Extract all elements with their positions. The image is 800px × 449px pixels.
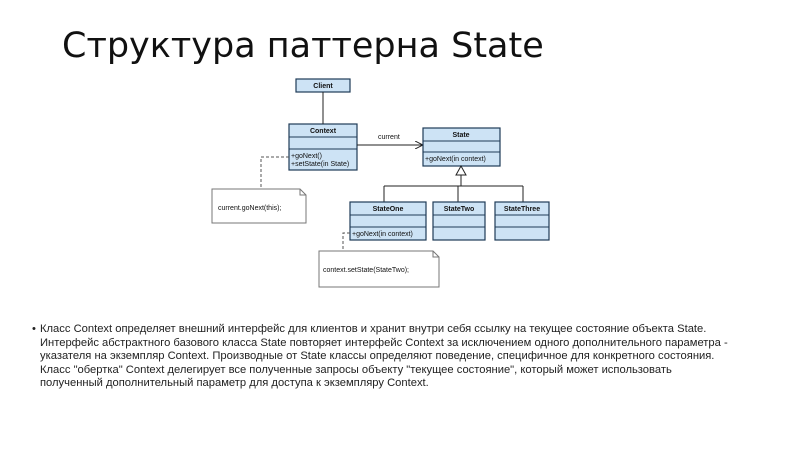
state-class-name: State	[452, 132, 470, 139]
statethree-class	[495, 202, 549, 240]
statethree-class-name: StateThree	[503, 206, 541, 213]
note1-text: current.goNext(this);	[218, 205, 282, 212]
stateone-class	[350, 202, 426, 240]
stateone-op-gonext: +goNext(in context)	[352, 231, 413, 238]
note-stateone-gonext	[319, 233, 439, 287]
description-text: Класс Context определяет внешний интерфейс для клиентов и хранит внутри себя ссылку на текущее состояние объекта State. Интерфейс абстрактного базового класса State повторяет интерфейс Context за исключением одного дополнительного параметра - указателя на экземпляр Context. Производные от State классы определяют поведение, специфичное для конкретного состояния. Класс "обертка" Context делегирует все полученные запросы объекту "текущее состояние", который может использовать полученный дополнительный параметр для доступа к экземпляру Context.	[40, 323, 728, 389]
statetwo-class	[433, 202, 485, 240]
client-class	[296, 79, 350, 92]
bullet-mark: •	[32, 323, 36, 335]
state-class	[423, 128, 500, 166]
state-op-gonext: +goNext(in context)	[425, 156, 486, 163]
association-label: current	[378, 134, 400, 141]
inheritance-tree	[384, 166, 523, 202]
context-class-name: Context	[309, 128, 337, 135]
client-class-name: Client	[313, 83, 333, 90]
context-op-setstate: +setState(in State)	[291, 161, 350, 168]
slide-title: Структура паттерна State	[62, 26, 544, 66]
note2-text: context.setState(StateTwo);	[323, 267, 409, 274]
context-op-gonext: +goNext()	[291, 153, 322, 160]
statetwo-class-name: StateTwo	[443, 206, 475, 213]
stateone-class-name: StateOne	[372, 206, 404, 213]
description-bullet	[32, 323, 730, 391]
context-class	[289, 124, 357, 170]
